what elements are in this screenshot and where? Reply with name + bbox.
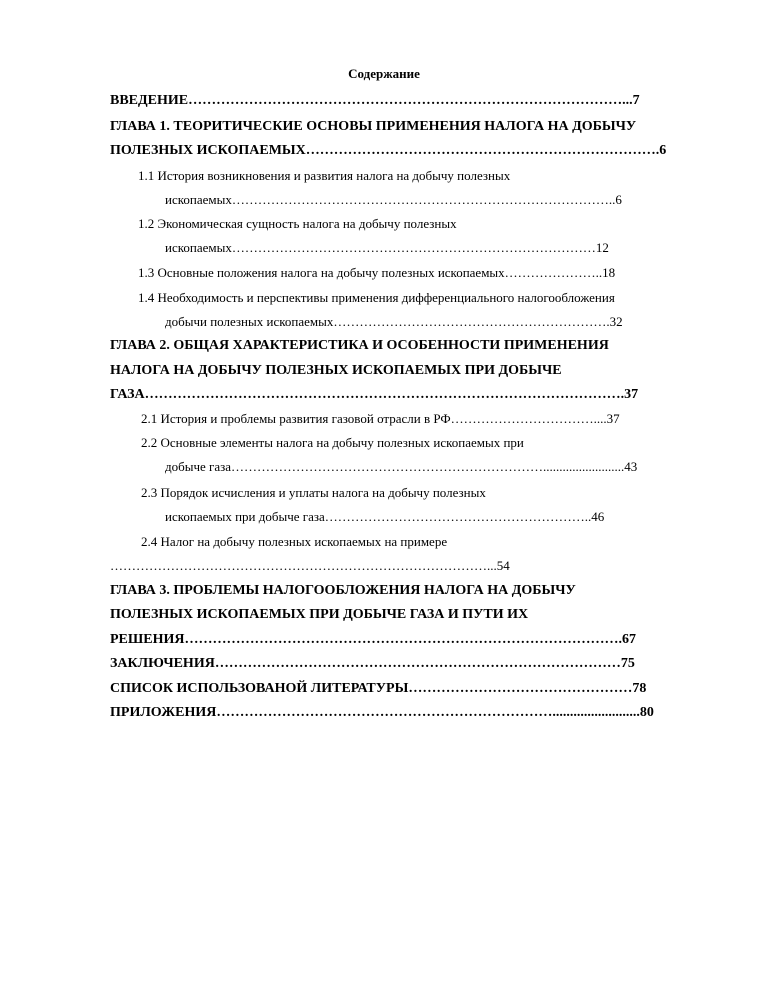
toc-item-2-4-line-2: ……………………………………………………………………………...54 <box>110 558 510 573</box>
toc-item-2-3-line-2: ископаемых при добыче газа……………………………………………………..46 <box>165 509 605 524</box>
toc-chapter-1-line-1: ГЛАВА 1. ТЕОРИТИЧЕСКИЕ ОСНОВЫ ПРИМЕНЕНИЯ НАЛОГА НА ДОБЫЧУ <box>110 119 637 134</box>
toc-item-2-3-line-1: 2.3 Порядок исчисления и уплаты налога на добычу полезных <box>141 485 486 500</box>
toc-item-2-1: 2.1 История и проблемы развития газовой отрасли в РФ……………………………....37 <box>141 411 620 426</box>
toc-heading-conclusion: ЗАКЛЮЧЕНИЯ……………………………………………………………………………75 <box>110 656 635 671</box>
toc-item-1-3: 1.3 Основные положения налога на добычу полезных ископаемых…………………..18 <box>138 265 616 280</box>
toc-item-2-2-line-2: добыче газа……………………………………………………………….........................43 <box>165 459 638 474</box>
toc-chapter-3-line-2: ПОЛЕЗНЫХ ИСКОПАЕМЫХ ПРИ ДОБЫЧЕ ГАЗА И ПУТИ ИХ <box>110 607 529 622</box>
toc-chapter-2-line-2: НАЛОГА НА ДОБЫЧУ ПОЛЕЗНЫХ ИСКОПАЕМЫХ ПРИ ДОБЫЧЕ <box>110 363 562 378</box>
toc-chapter-2-line-1: ГЛАВА 2. ОБЩАЯ ХАРАКТЕРИСТИКА И ОСОБЕННОСТИ ПРИМЕНЕНИЯ <box>110 338 609 353</box>
toc-item-1-1-line-1: 1.1 История возникновения и развития налога на добычу полезных <box>138 168 511 183</box>
toc-chapter-2-line-3: ГАЗА………………………………………………………………………………………….37 <box>110 387 639 402</box>
toc-chapter-1-line-2: ПОЛЕЗНЫХ ИСКОПАЕМЫХ………………………………………………………………….6 <box>110 143 667 158</box>
toc-item-1-1-line-2: ископаемых……………………………………………………………………………..6 <box>165 192 622 207</box>
toc-item-1-4-line-2: добычи полезных ископаемых……………………………………………………….32 <box>165 314 623 329</box>
toc-heading-introduction: ВВЕДЕНИЕ…………………………………………………………………………………...7 <box>110 93 640 108</box>
toc-item-1-2-line-2: ископаемых…………………………………………………………………………12 <box>165 240 609 255</box>
toc-item-2-2-line-1: 2.2 Основные элементы налога на добычу полезных ископаемых при <box>141 435 524 450</box>
toc-heading-references: СПИСОК ИСПОЛЬЗОВАНОЙ ЛИТЕРАТУРЫ…………………………………………78 <box>110 681 647 696</box>
toc-heading-appendices: ПРИЛОЖЕНИЯ……………………………………………………………….........................80 <box>110 705 654 720</box>
toc-item-1-4-line-1: 1.4 Необходимость и перспективы применения дифференциального налогообложения <box>138 290 615 305</box>
page-title: Содержание <box>348 66 420 81</box>
toc-item-1-2-line-1: 1.2 Экономическая сущность налога на добычу полезных <box>138 216 457 231</box>
toc-chapter-3-line-3: РЕШЕНИЯ………………………………………………………………………………….67 <box>110 632 636 647</box>
toc-chapter-3-line-1: ГЛАВА 3. ПРОБЛЕМЫ НАЛОГООБЛОЖЕНИЯ НАЛОГА НА ДОБЫЧУ <box>110 583 576 598</box>
toc-item-2-4-line-1: 2.4 Налог на добычу полезных ископаемых на примере <box>141 534 448 549</box>
